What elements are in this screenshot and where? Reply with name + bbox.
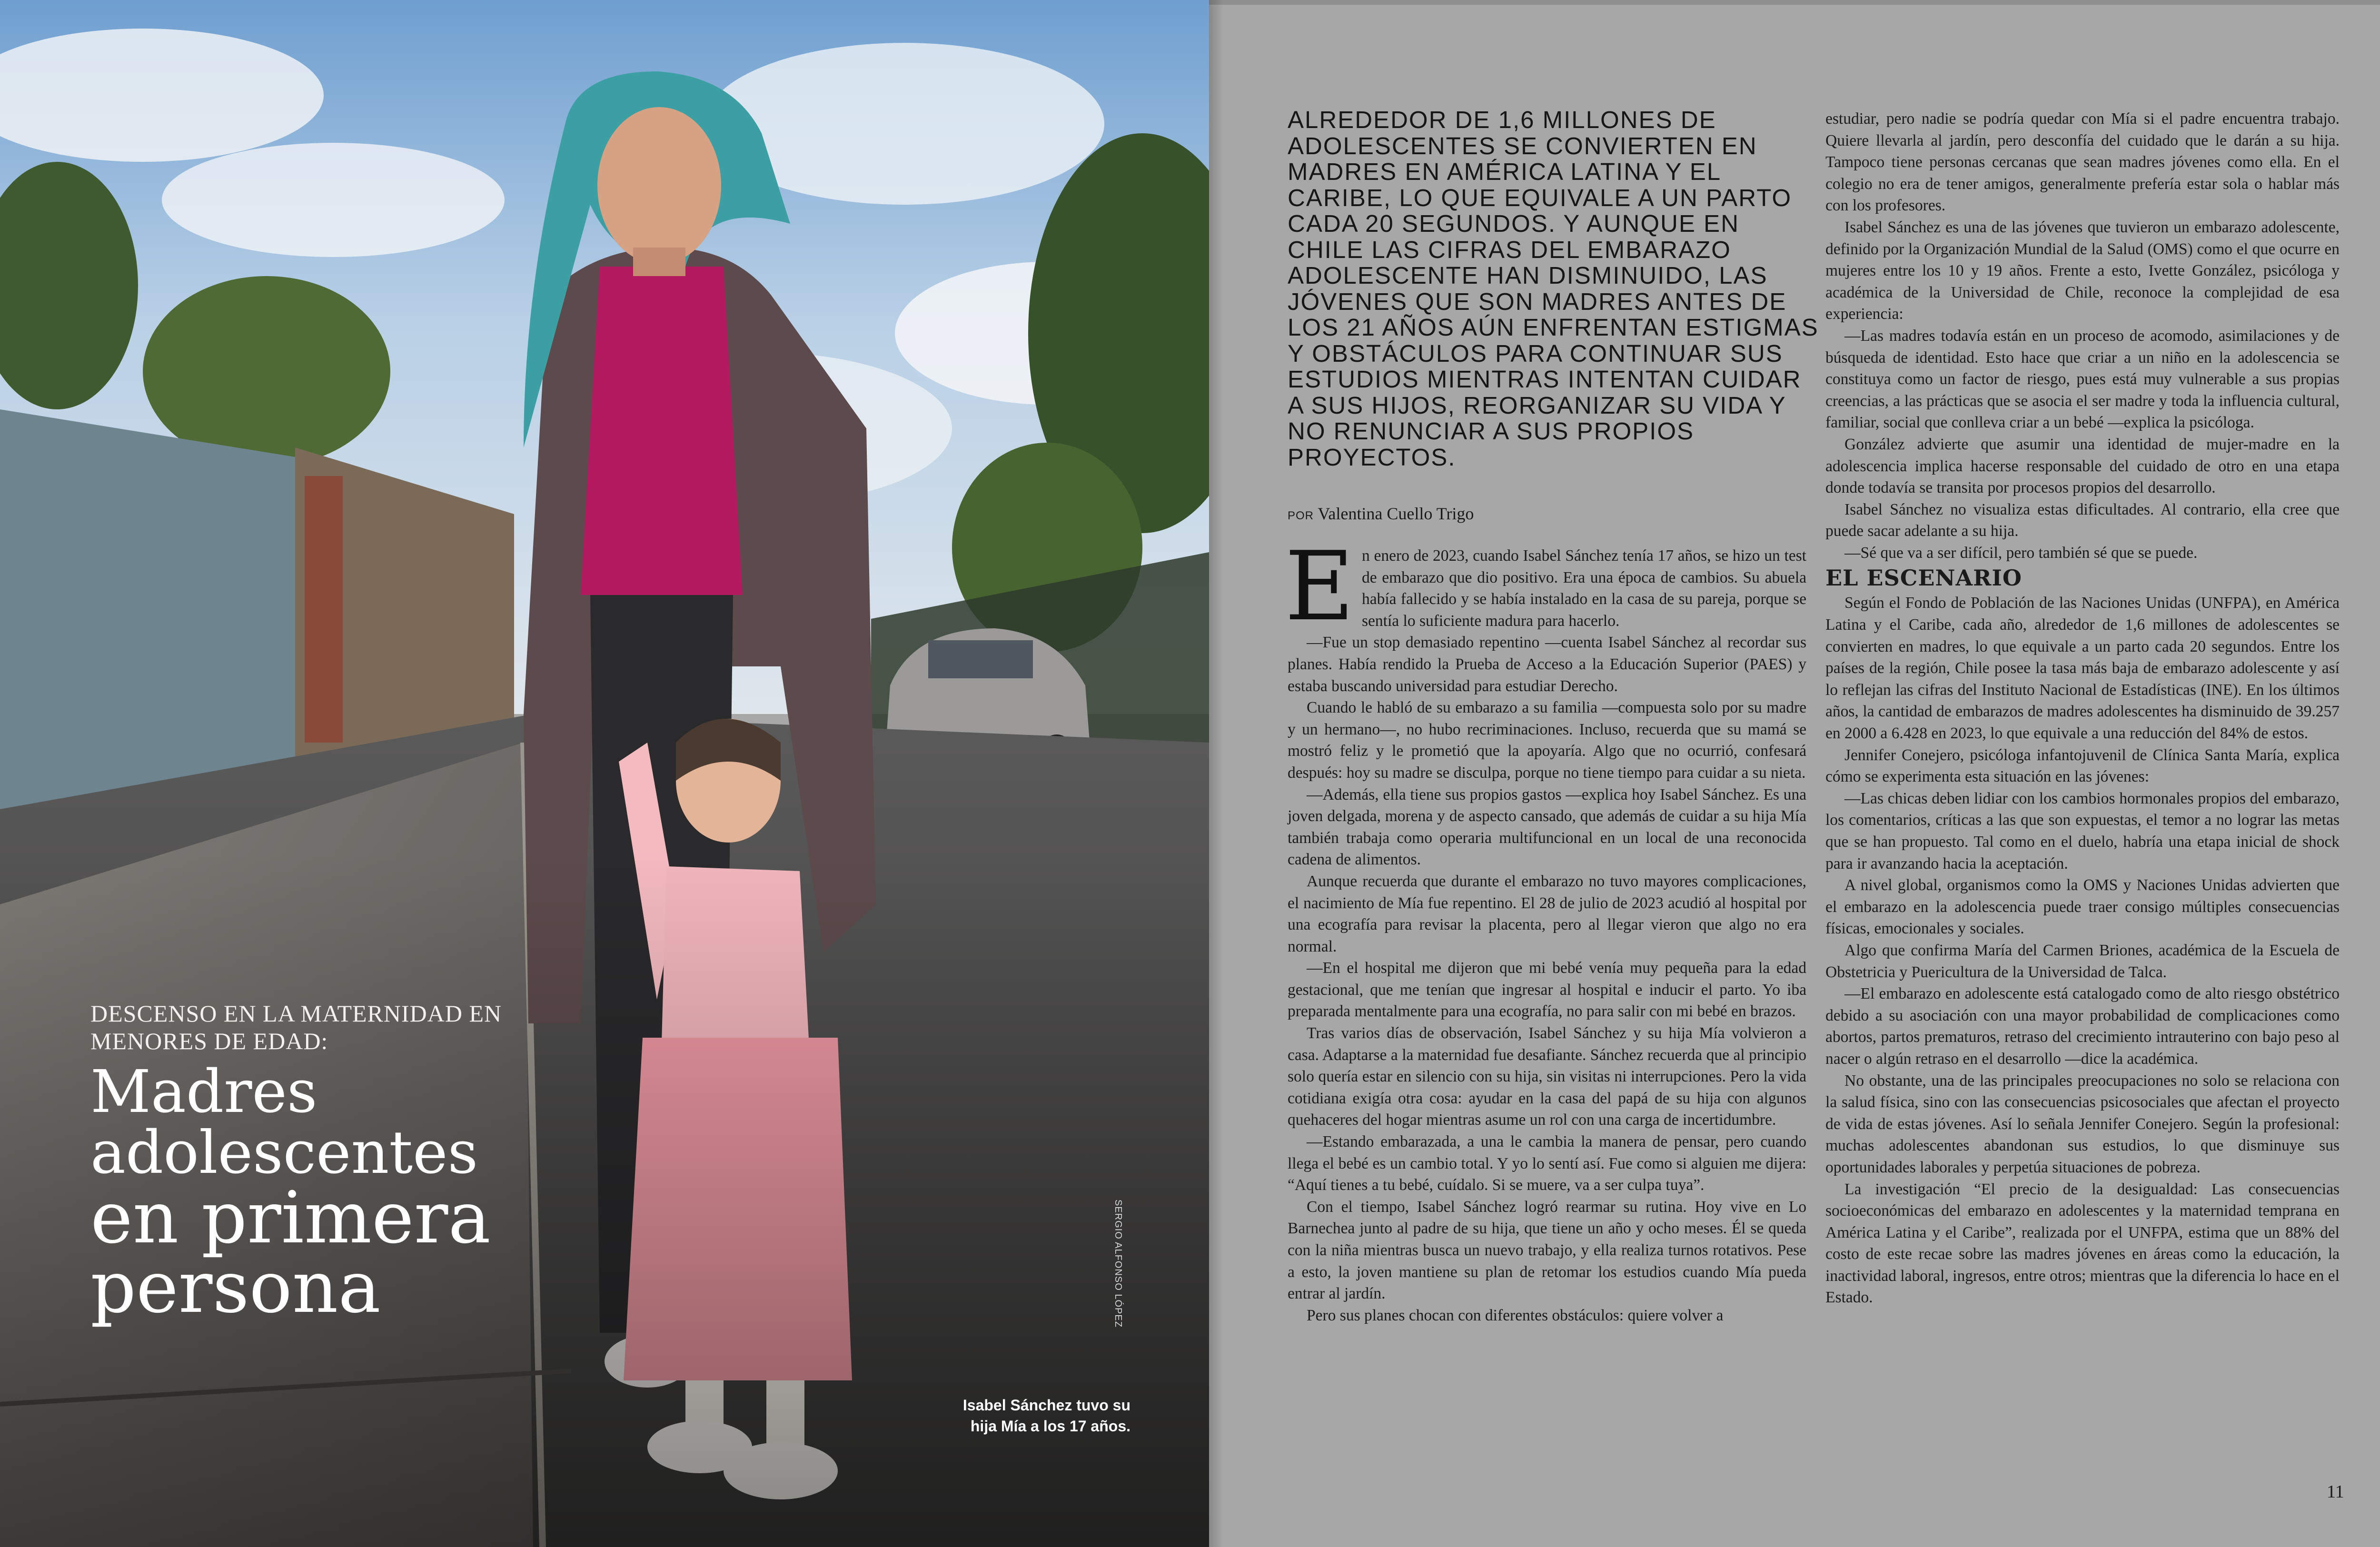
- paragraph: —Además, ella tiene sus propios gastos —explica hoy Isabel Sánchez. Es una joven delgada, morena y de aspecto cansado, que además de cuidar a su hija Mía también trabaja como operaria multifuncional en un local de una reconocida cadena de alimentos.: [1288, 785, 1806, 869]
- paragraph: estudiar, pero nadie se podría quedar con Mía si el padre encuentra trabajo. Quiere llevarla al jardín, pero desconfía del cuidado que le darán a su hija. Tampoco tiene personas cercanas que sean madres jóvenes como ella. En el colegio no era de tener amigos, generalmente prefería estar sola o hablar más con los profesores.: [1825, 110, 2340, 215]
- paragraph: Según el Fondo de Población de las Naciones Unidas (UNFPA), en América Latina y el Caribe, cada año, alrededor de 1,6 millones de adolescentes se convierten en madres, lo que equivale a un parto cada 20 segundos. Entre los países de la región, Chile posee la tasa más baja de embarazo adolescente y así lo reflejan las cifras del Instituto Nacional de Estadísticas (INE). En los últimos años, la cantidad de embarazos de madres adolescentes ha disminuido de 39.257 en 2000 a 6.428 en 2023, lo que equivale a una reducción del 84% de estos.: [1825, 594, 2340, 743]
- paragraph: n enero de 2023, cuando Isabel Sánchez tenía 17 años, se hizo un test de embarazo que dio positivo. Era una época de cambios. Su abuela había fallecido y se había instalado en la casa de su pareja, porque se sentía lo suficiente madura para hacerlo.: [1362, 547, 1806, 630]
- article-kicker: DESCENSO EN LA MATERNIDAD EN MENORES DE EDAD:: [90, 1000, 502, 1054]
- paragraph: No obstante, una de las principales preocupaciones no solo se relaciona con la salud física, sino con las consecuencias psicosociales que afectan el proyecto de vida de estas jóvenes. Así lo señala Jennifer Conejero. Según la profesional: muchas adolescentes abandonan sus estudios, lo que disminuye sus oportunidades laborales y perpetúa situaciones de pobreza.: [1825, 1071, 2340, 1176]
- article-headline: [90, 1058, 566, 1329]
- byline-prefix: POR: [1288, 509, 1314, 522]
- photo-credit: SERGIO ALFONSO LÓPEZ: [1113, 1200, 1123, 1328]
- headline-line-1: Madres: [90, 1058, 317, 1126]
- headline-line-2: adolescentes: [90, 1119, 478, 1187]
- paragraph: —Estando embarazada, a una le cambia la manera de pensar, pero cuando llega el bebé es un cambio total. Y yo lo sentí así. Fue como si alguien me dijera: “Aquí tienes a tu bebé, cuídalo. Si se muere, va a ser culpa tuya”.: [1288, 1133, 1806, 1194]
- page-top-rule: [1209, 0, 2380, 5]
- paragraph: Algo que confirma María del Carmen Briones, académica de la Escuela de Obstetricia y Puericultura de la Universidad de Talca.: [1825, 941, 2340, 981]
- article-column-2: [1825, 108, 2340, 1309]
- paragraph: Isabel Sánchez es una de las jóvenes que tuvieron un embarazo adolescente, definido por la Organización Mundial de la Salud (OMS) como el que ocurre en mujeres entre los 10 y 19 años. Frente a esto, Ivette González, psicóloga y académica de la Universidad de Chile, reconoce la complejidad de esa experiencia:: [1825, 218, 2340, 323]
- paragraph: González advierte que asumir una identidad de mujer-madre en la adolescencia implica hacerse responsable del cuidado de otro en una etapa donde todavía se transita por procesos propios del desarrollo.: [1825, 435, 2340, 497]
- byline-author: Valentina Cuello Trigo: [1318, 504, 1474, 523]
- paragraph: —Fue un stop demasiado repentino —cuenta Isabel Sánchez al recordar sus planes. Había rendido la Prueba de Acceso a la Educación Superior (PAES) y estaba buscando universidad para estudiar Derecho.: [1288, 634, 1806, 695]
- paragraph: —El embarazo en adolescente está catalogado como de alto riesgo obstétrico debido a su asociación con una mayor probabilidad de complicaciones como abortos, partos prematuros, retraso del crecimiento intrauterino con bajo peso al nacer o algún retraso en el desarrollo —dice la académica.: [1825, 985, 2340, 1068]
- paragraph: Isabel Sánchez no visualiza estas dificultades. Al contrario, ella cree que puede sacar adelante a su hija.: [1825, 500, 2340, 540]
- article-page: [1209, 0, 2380, 1547]
- section-subhead: EL ESCENARIO: [1825, 565, 2022, 591]
- paragraph: Con el tiempo, Isabel Sánchez logró rearmar su rutina. Hoy vive en Lo Barnechea junto al padre de su hija, que tiene un año y ocho meses. Él se queda con la niña mientras busca un nuevo trabajo, y ella realiza turnos rotativos. Pese a esto, la joven mantiene su plan de retomar los estudios cuando Mía pueda entrar al jardín.: [1288, 1198, 1806, 1303]
- paragraph: Pero sus planes chocan con diferentes obstáculos: quiere volver a: [1307, 1306, 1724, 1324]
- paragraph: Jennifer Conejero, psicóloga infantojuvenil de Clínica Santa María, explica cómo se experimenta esta situación en las jóvenes:: [1825, 746, 2340, 786]
- paragraph: Cuando le habló de su embarazo a su familia —compuesta solo por su madre y un hermano—, no hubo recriminaciones. Incluso, recuerda que su mamá se mostró feliz y le prometió que la apoyaría. Algo que no ocurrió, confesará después: hoy su madre se disculpa, porque no tiene tiempo para cuidar a su nieta.: [1288, 699, 1806, 782]
- page-gutter: [1209, 0, 1223, 1547]
- headline-line-4: persona: [90, 1246, 381, 1329]
- byline: [1288, 504, 1474, 524]
- headline-line-3: en primera: [90, 1177, 491, 1259]
- paragraph: —En el hospital me dijeron que mi bebé venía muy pequeña para la edad gestacional, que me tenían que ingresar al hospital e inducir el parto. Yo iba preparada mentalmente para una ecografía, no para salir con mi bebé en brazos.: [1288, 959, 1806, 1021]
- photo-caption: Isabel Sánchez tuvo su hija Mía a los 17 años.: [962, 1397, 1130, 1435]
- article-lead: ALREDEDOR DE 1,6 MILLONES DE ADOLESCENTES SE CONVIERTEN EN MADRES EN AMÉRICA LATINA Y EL CARIBE, LO QUE EQUIVALE A UN PARTO CADA 20 SEGUNDOS. Y AUNQUE EN CHILE LAS CIFRAS DEL EMBARAZO ADOLESCENTE HAN DISMINUIDO, LAS JÓVENES QUE SON MADRES ANTES DE LOS 21 AÑOS AÚN ENFRENTAN ESTIGMAS Y OBSTÁCULOS PARA CONTINUAR SUS ESTUDIOS MIENTRAS INTENTAN CUIDAR A SUS HIJOS, REORGANIZAR SU VIDA Y NO RENUNCIAR A SUS PROPIOS PROYECTOS.: [1288, 106, 1819, 471]
- paragraph: —Las madres todavía están en un proceso de acomodo, asimilaciones y de búsqueda de identidad. Esto hace que criar a un niño en la adolescencia se constituya como un factor de riesgo, pues está muy vulnerable a sus propias creencias, a las prácticas que se asocia el ser madre y toda la influencia cultural, familiar, social que conlleva criar a un bebé —explica la psicóloga.: [1825, 327, 2340, 432]
- article-column-1: [1285, 531, 1806, 1326]
- paragraph: Aunque recuerda que durante el embarazo no tuvo mayores complicaciones, el nacimiento de Mía fue repentino. El 28 de julio de 2023 acudió al hospital por una ecografía para revisar la placenta, pero al llegar vieron que algo no era normal.: [1288, 872, 1806, 955]
- paragraph: —Sé que va a ser difícil, pero también sé que se puede.: [1844, 544, 2198, 562]
- paragraph: A nivel global, organismos como la OMS y Naciones Unidas advierten que el embarazo en la adolescencia puede traer consigo múltiples consecuencias físicas, emocionales y sociales.: [1825, 876, 2340, 938]
- paragraph: Tras varios días de observación, Isabel Sánchez y su hija Mía volvieron a casa. Adaptarse a la maternidad fue desafiante. Sánchez recuerda que al principio solo quería estar en silencio con su hija, sin visitas ni interrupciones. Pero la vida cotidiana exigía otra cosa: ayudar en la casa del papá de su hija con algunos quehaceres del hogar mientras asume un rol con una carga de incertidumbre.: [1288, 1024, 1806, 1129]
- drop-cap: E: [1285, 531, 1354, 642]
- paragraph: —Las chicas deben lidiar con los cambios hormonales propios del embarazo, los comentarios, críticas a las que son expuestas, el temor a no lograr las metas que se han propuesto. Tal como en el duelo, habría una etapa inicial de shock para ir avanzando hacia la aceptación.: [1825, 789, 2340, 873]
- paragraph: La investigación “El precio de la desigualdad: Las consecuencias socioeconómicas del embarazo en adolescentes y la maternidad temprana en América Latina y el Caribe”, realizada por el UNFPA, estima que un 88% del costo de este recae sobre las madres jóvenes en áreas como la educación, la inactividad laboral, ingresos, entre otros; mientras que la diferencia lo hace en el Estado.: [1825, 1180, 2340, 1307]
- page-number: 11: [2327, 1482, 2344, 1502]
